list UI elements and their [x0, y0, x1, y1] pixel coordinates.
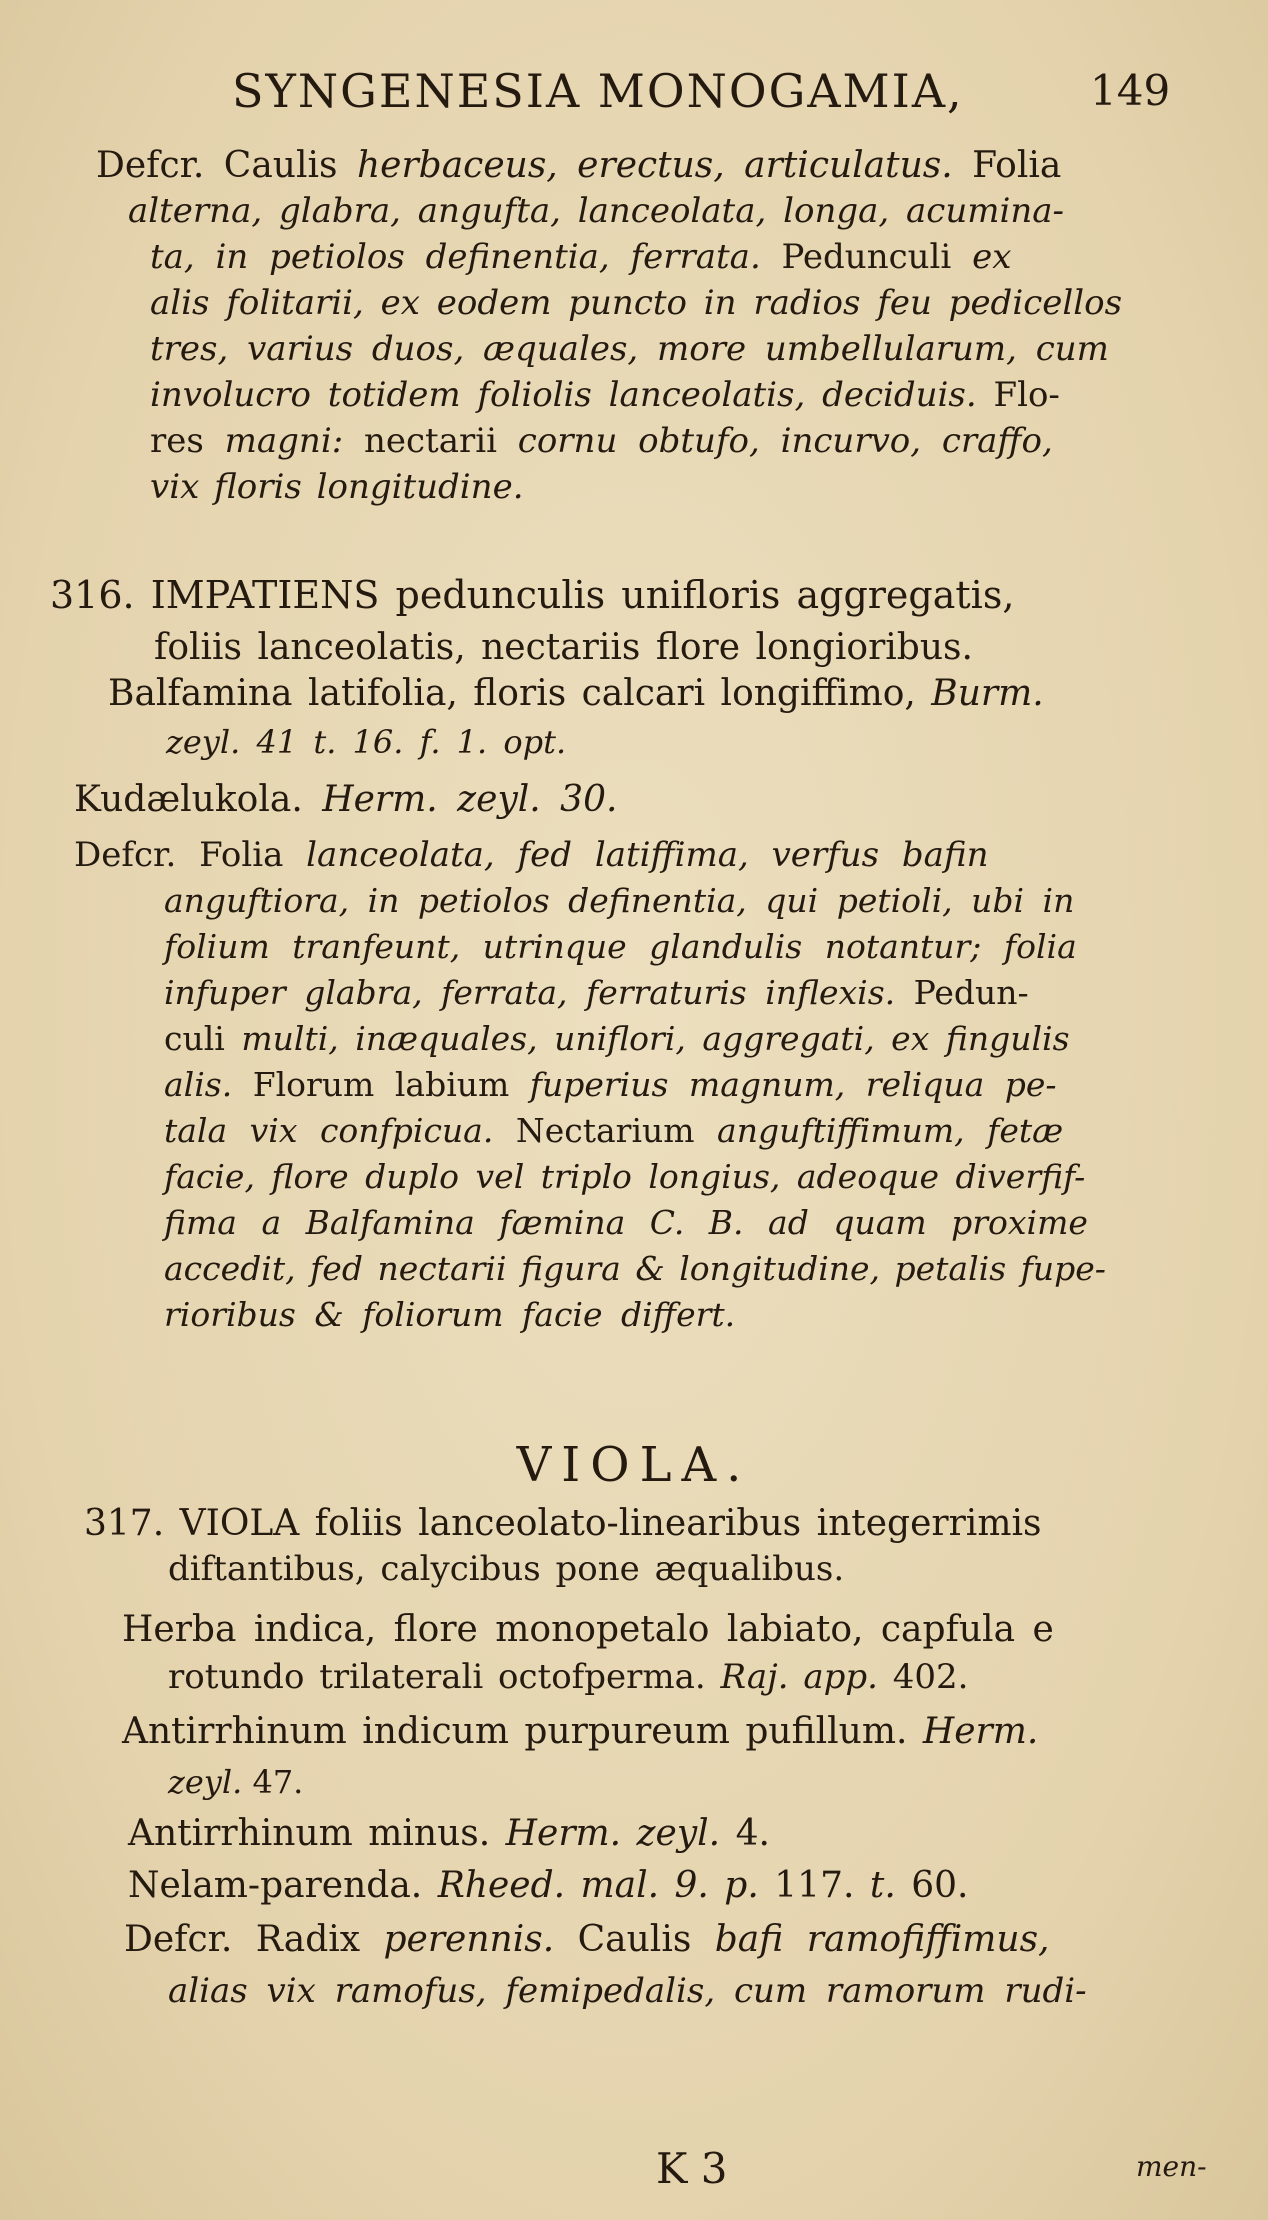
text-line [150, 375, 1060, 415]
text-run: Herm. [922, 1711, 1039, 1752]
text-line [154, 627, 973, 668]
text-line [122, 1711, 1039, 1752]
text-line [168, 1657, 969, 1697]
page-number: 149 [1090, 66, 1171, 115]
text-run: Florum labium [232, 1065, 530, 1104]
text-run: infuper glabra, ferrata, ferraturis inflexis. [164, 973, 896, 1012]
text-line [164, 881, 1075, 920]
text-run: folium tranfeunt, utrinque glandulis notantur; folia [164, 927, 1077, 966]
text-run: 60. [895, 1865, 969, 1906]
text-run: 316. IMPATIENS pedunculis unifloris aggregatis, [50, 573, 1015, 617]
text-run: Antirrhinum minus. [128, 1813, 506, 1854]
text-line [74, 779, 618, 820]
running-header: SYNGENESIA MONOGAMIA, [232, 64, 964, 118]
text-run: Folia [952, 145, 1062, 186]
section-title: VIOLA. [516, 1437, 752, 1493]
text-run: Caulis [204, 145, 357, 186]
text-run: zeyl. 41 t. 16. f. 1. opt. [166, 723, 567, 761]
text-run: herbaceus, erectus, articulatus. [356, 145, 953, 186]
text-run: 47. [242, 1763, 304, 1801]
text-run: ex [972, 237, 1012, 277]
text-line [164, 1249, 1106, 1288]
text-run: Pedun- [895, 973, 1029, 1012]
text-run: Kudælukola. [74, 779, 323, 820]
text-line [168, 1549, 845, 1589]
text-run: tres, varius duos, æquales, more umbellularum, cum [150, 329, 1109, 369]
text-run: fuperius magnum, reliqua pe- [529, 1065, 1057, 1104]
text-run: perennis. [383, 1919, 555, 1960]
text-run: Herm. zeyl. [505, 1813, 721, 1854]
text-run: Nectarium [493, 1111, 718, 1150]
text-run: Defcr. [96, 145, 205, 186]
text-run: ta, in petiolos definentia, ferrata. [150, 237, 761, 277]
text-run: nectarii [343, 421, 518, 461]
text-run: Flo- [976, 375, 1060, 415]
catchword: men- [1136, 2150, 1207, 2183]
text-run: bafi ramofiffimus, [714, 1919, 1050, 1960]
text-line [166, 723, 567, 761]
text-run: multi, inæquales, uniflori, aggregati, ex fingulis [241, 1019, 1070, 1058]
text-line [164, 1111, 1064, 1150]
text-line [150, 329, 1109, 369]
text-line [164, 1295, 736, 1334]
text-run: Pedunculi [760, 237, 973, 277]
text-line [74, 835, 989, 875]
text-run: 117. [758, 1865, 870, 1906]
text-run: Antirrhinum indicum purpureum pufillum. [122, 1711, 923, 1752]
text-run: Herba indica, flore monopetalo labiato, capfula e [122, 1609, 1054, 1650]
text-run: facie, flore duplo vel triplo longius, adeoque diverfif- [164, 1157, 1086, 1196]
text-line [168, 1763, 304, 1801]
text-run: 4. [720, 1813, 770, 1854]
text-run: Defcr. Radix [124, 1919, 384, 1960]
text-run: Caulis [554, 1919, 715, 1960]
text-line [128, 1813, 770, 1854]
text-run: 402. [877, 1657, 969, 1697]
text-line [150, 283, 1123, 323]
text-line [168, 1971, 1087, 2011]
text-run: cornu obtufo, incurvo, craffo, [517, 421, 1053, 461]
text-run: alterna, glabra, angufta, lanceolata, longa, acumina- [128, 191, 1064, 231]
text-line [164, 1019, 1070, 1058]
text-run: vix floris longitudine. [150, 467, 524, 507]
text-line [128, 1865, 969, 1906]
text-line [164, 1157, 1086, 1196]
text-run: foliis lanceolatis, nectariis flore longioribus. [154, 627, 973, 668]
text-run: involucro totidem foliolis lanceolatis, deciduis. [150, 375, 977, 415]
text-line [128, 191, 1064, 231]
text-run: Burm. [931, 673, 1044, 714]
text-run: anguftiora, in petiolos definentia, qui petioli, ubi in [164, 881, 1075, 920]
text-run: alis. [164, 1065, 233, 1104]
text-run: diftantibus, calycibus pone æqualibus. [168, 1549, 845, 1589]
text-line [84, 1503, 1042, 1544]
text-run: rotundo trilaterali octofperma. [168, 1657, 721, 1697]
text-line [164, 1203, 1088, 1242]
text-run: Rheed. mal. 9. p. [437, 1865, 759, 1906]
text-run: anguftiffimum, fetæ [717, 1111, 1064, 1150]
text-run: t. [869, 1865, 896, 1906]
text-line [150, 421, 1053, 461]
text-run: culi [164, 1019, 242, 1058]
text-run: res [150, 421, 225, 461]
text-run: rioribus & foliorum facie differt. [164, 1295, 736, 1334]
text-run: Balfamina latifolia, floris calcari longiffimo, [108, 673, 932, 714]
text-run: magni: [224, 421, 344, 461]
text-run: zeyl. [168, 1763, 243, 1801]
text-line [164, 973, 1029, 1012]
text-line [96, 145, 1062, 186]
text-line [150, 237, 1012, 277]
text-run: accedit, fed nectarii figura & longitudine, petalis fupe- [164, 1249, 1106, 1288]
text-line [50, 573, 1015, 617]
signature-mark: K 3 [656, 2144, 728, 2193]
text-run: tala vix confpicua. [164, 1111, 494, 1150]
text-run: Nelam-parenda. [128, 1865, 438, 1906]
text-line [108, 673, 1044, 714]
text-run: Defcr. Folia [74, 835, 307, 875]
text-line [150, 467, 524, 507]
text-run: Raj. app. [720, 1657, 878, 1697]
text-run: Herm. zeyl. 30. [322, 779, 618, 820]
text-run: fima a Balfamina fæmina C. B. ad quam proxime [164, 1203, 1088, 1242]
text-line [122, 1609, 1054, 1650]
text-run: lanceolata, fed latiffima, verfus bafin [306, 835, 989, 875]
text-line [124, 1919, 1050, 1960]
text-line [164, 1065, 1057, 1104]
text-run: alis folitarii, ex eodem puncto in radios feu pedicellos [150, 283, 1123, 323]
text-line [164, 927, 1077, 966]
text-run: 317. VIOLA foliis lanceolato-linearibus integerrimis [84, 1503, 1042, 1544]
text-run: alias vix ramofus, femipedalis, cum ramorum rudi- [168, 1971, 1087, 2011]
